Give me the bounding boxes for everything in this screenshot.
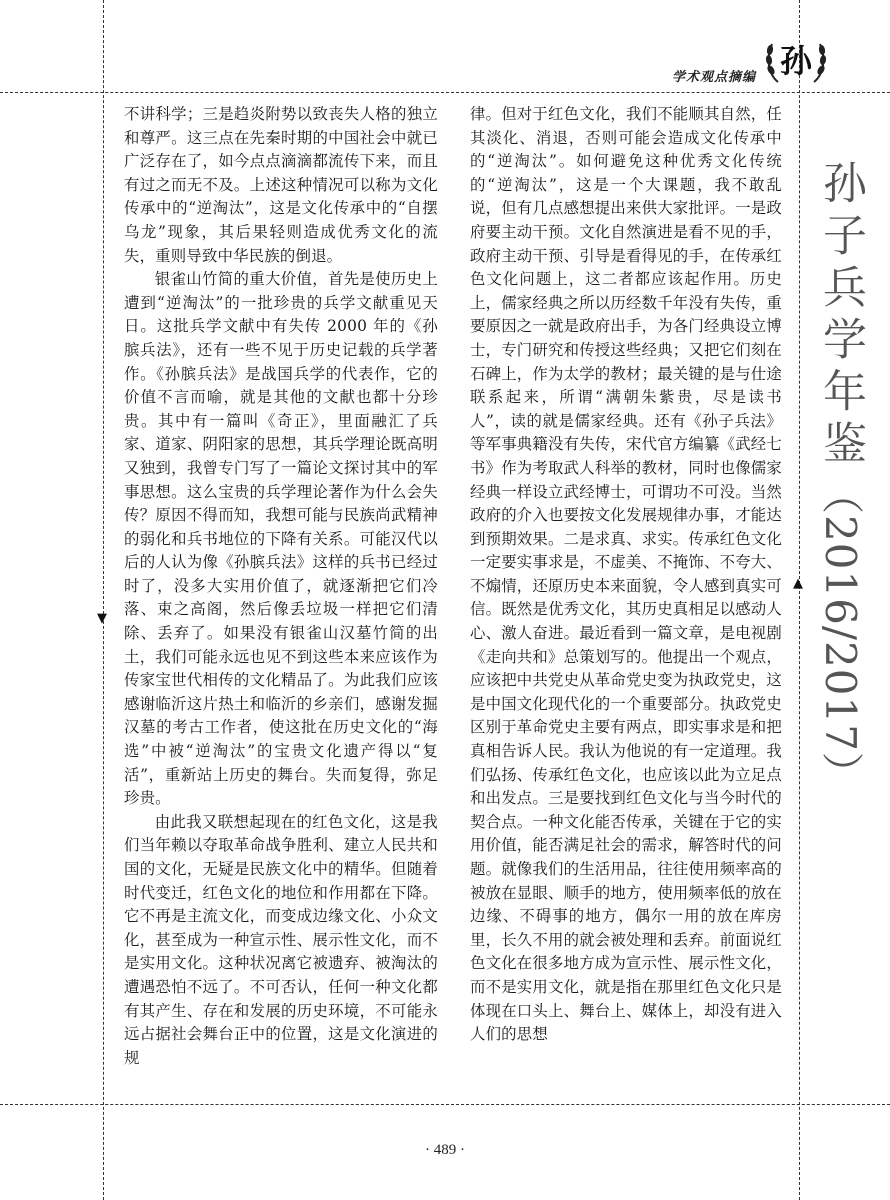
bottom-cut-guide	[0, 1104, 890, 1105]
paragraph: 律。但对于红色文化，我们不能顺其自然，任其淡化、消退，否则可能会造成文化传承中的“逆淘汰”。如何避免这种优秀文化传统的“逆淘汰”，这是一个大课题，我不敢乱说，但有几点感想提出来供大家批评。一是政府要主动干预。文化自然演进是看不见的手，政府主动干预、引导是看得见的手，在传承红色文化问题上，这二者都应该起作用。历史上，儒家经典之所以历经数千年没有失传，重要原因之一就是政府出手，为各门经典设立博士，专门研究和传授这些经典；又把它们刻在石碑上，作为太学的教材；最关键的是与仕途联系起来，所谓“满朝朱紫贵，尽是读书人”，读的就是儒家经典。还有《孙子兵法》等军事典籍没有失传，宋代官方编纂《武经七书》作为考取武人科举的教材，同时也像儒家经典一样设立武经博士，可谓功不可没。当然政府的介入也要按文化发展规律办事，才能达到预期效果。二是求真、求实。传承红色文化一定要实事求是，不虚美、不掩饰、不夸大、不煽情，还原历史本来面貌，令人感到真实可信。既然是优秀文化，其历史真相足以感动人心、激人奋进。最近看到一篇文章，是电视剧《走向共和》总策划写的。他提出一个观点，应该把中共党史从革命党史变为执政党史，这是中国文化现代化的一个重要部分。执政党史区别于革命党史主要有两点，即实事求是和把真相告诉人民。我认为他说的有一定道理。我们弘扬、传承红色文化，也应该以此为立足点和出发点。三是要找到红色文化与当今时代的契合点。一种文化能否传承，关键在于它的实用价值，能否满足社会的需求，解答时代的问题。就像我们的生活用品，往往使用频率高的被放在显眼、顺手的地方，使用频率低的放在边缘、不碍事的地方，偶尔一用的放在库房里，长久不用的就会被处理和丢弃。前面说红色文化在很多地方成为宣示性、展示性文化，而不是实用文化，就是指在那里红色文化只是体现在口头上、舞台上、媒体上，却没有进入人们的思想	[470, 105, 782, 1044]
logo-glyph: 孙	[779, 42, 813, 80]
page-number: · 489 ·	[425, 1142, 465, 1158]
yearbook-logo-icon	[764, 30, 828, 88]
left-cut-guide	[103, 0, 104, 1200]
right-text-column	[470, 103, 782, 1083]
yearbook-years: （2016/2017）	[816, 472, 865, 795]
section-label: 学术观点摘编	[671, 70, 756, 85]
left-text-column	[124, 103, 438, 1083]
paragraph: 不讲科学；三是趋炎附势以致丧失人格的独立和尊严。这三点在先秦时期的中国社会中就已广泛存在了，如今点点滴滴都流传下来，而且有过之而无不及。上述这种情况可以称为文化传承中的“逆淘汰”，这是文化传承中的“自摆乌龙”现象，其后果轻则造成优秀文化的流失，重则导致中华民族的倒退。	[124, 105, 438, 265]
up-arrow-icon: ▲	[793, 576, 803, 591]
down-arrow-icon: ▼	[97, 611, 107, 626]
right-cut-guide	[799, 0, 800, 1200]
yearbook-name: 孙子兵学年鉴	[815, 160, 866, 472]
paragraph: 银雀山竹简的重大价值，首先是使历史上遭到“逆淘汰”的一批珍贵的兵学文献重见天日。这批兵学文献中有失传 2000 年的《孙膑兵法》，还有一些不见于历史记载的兵学著作。《孙膑兵法》是战国兵学的代表作，它的价值不言而喻，就是其他的文献也都十分珍贵。其中有一篇叫《奇正》，里面融汇了兵家、道家、阴阳家的思想，其兵学理论既高明又独到，我曾专门写了一篇论文探讨其中的军事思想。这么宝贵的兵学理论著作为什么会失传？原因不得而知，我想可能与民族尚武精神的弱化和兵书地位的下降有关系。可能汉代以后的人认为像《孙膑兵法》这样的兵书已经过时了，没多大实用价值了，就逐渐把它们冷落、束之高阁，然后像丢垃圾一样把它们清除、丢弃了。如果没有银雀山汉墓竹简的出土，我们可能永远也见不到这些本来应该作为传家宝世代相传的文化精品了。为此我们应该感谢临沂这片热土和临沂的乡亲们，感谢发掘汉墓的考古工作者，使这批在历史文化的“海选”中被“逆淘汰”的宝贵文化遗产得以“复活”，重新站上历史的舞台。失而复得，弥足珍贵。	[124, 270, 438, 808]
yearbook-vertical-title	[808, 160, 872, 795]
top-cut-guide	[0, 92, 890, 93]
paragraph: 由此我又联想起现在的红色文化，这是我们当年赖以夺取革命战争胜利、建立人民共和国的文化，无疑是民族文化中的精华。但随着时代变迁，红色文化的地位和作用都在下降。它不再是主流文化，而变成边缘文化、小众文化，甚至成为一种宣示性、展示性文化，而不是实用文化。这种状况离它被遗弃、被淘汰的遭遇恐怕不远了。不可否认，任何一种文化都有其产生、存在和发展的历史环境，不可能永远占据社会舞台正中的位置，这是文化演进的规	[124, 812, 438, 1067]
